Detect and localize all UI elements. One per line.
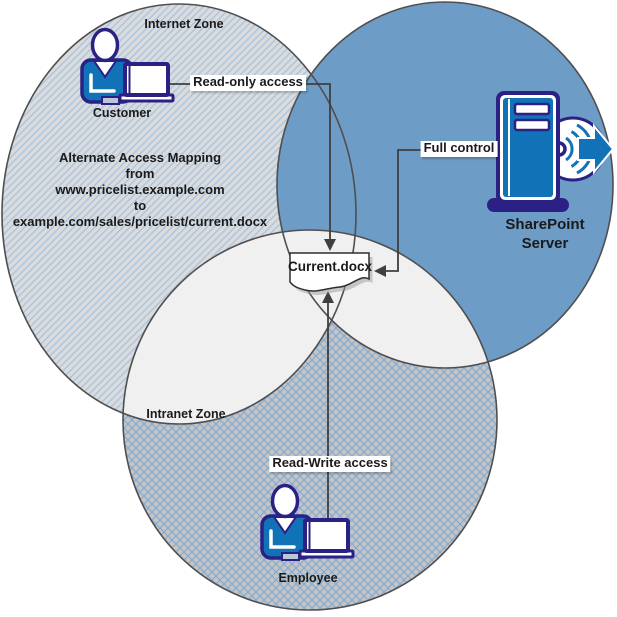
employee-label: Employee [278,571,338,585]
sharepoint-label-line2: Server [521,235,569,252]
read-write-access-label: Read-Write access [269,456,390,472]
aam-line: Alternate Access Mapping [58,150,222,165]
aam-line: to [133,198,147,213]
read-only-access-label: Read-only access [190,75,306,91]
aam-line: www.pricelist.example.com [55,182,225,197]
alternate-access-mapping-text [13,150,267,230]
server-slot [515,104,549,114]
aam-line: example.com/sales/pricelist/current.docx [12,214,268,229]
server-slot [515,120,549,130]
document-name-label: Current.docx [287,259,373,274]
intranet-zone-label: Intranet Zone [146,407,226,421]
full-control-label: Full control [421,141,498,157]
sharepoint-label-line1: SharePoint [505,216,585,233]
sharepoint-server-label [505,215,584,253]
aam-line: from [125,166,155,181]
internet-zone-label: Internet Zone [144,17,224,31]
customer-label: Customer [92,106,152,120]
